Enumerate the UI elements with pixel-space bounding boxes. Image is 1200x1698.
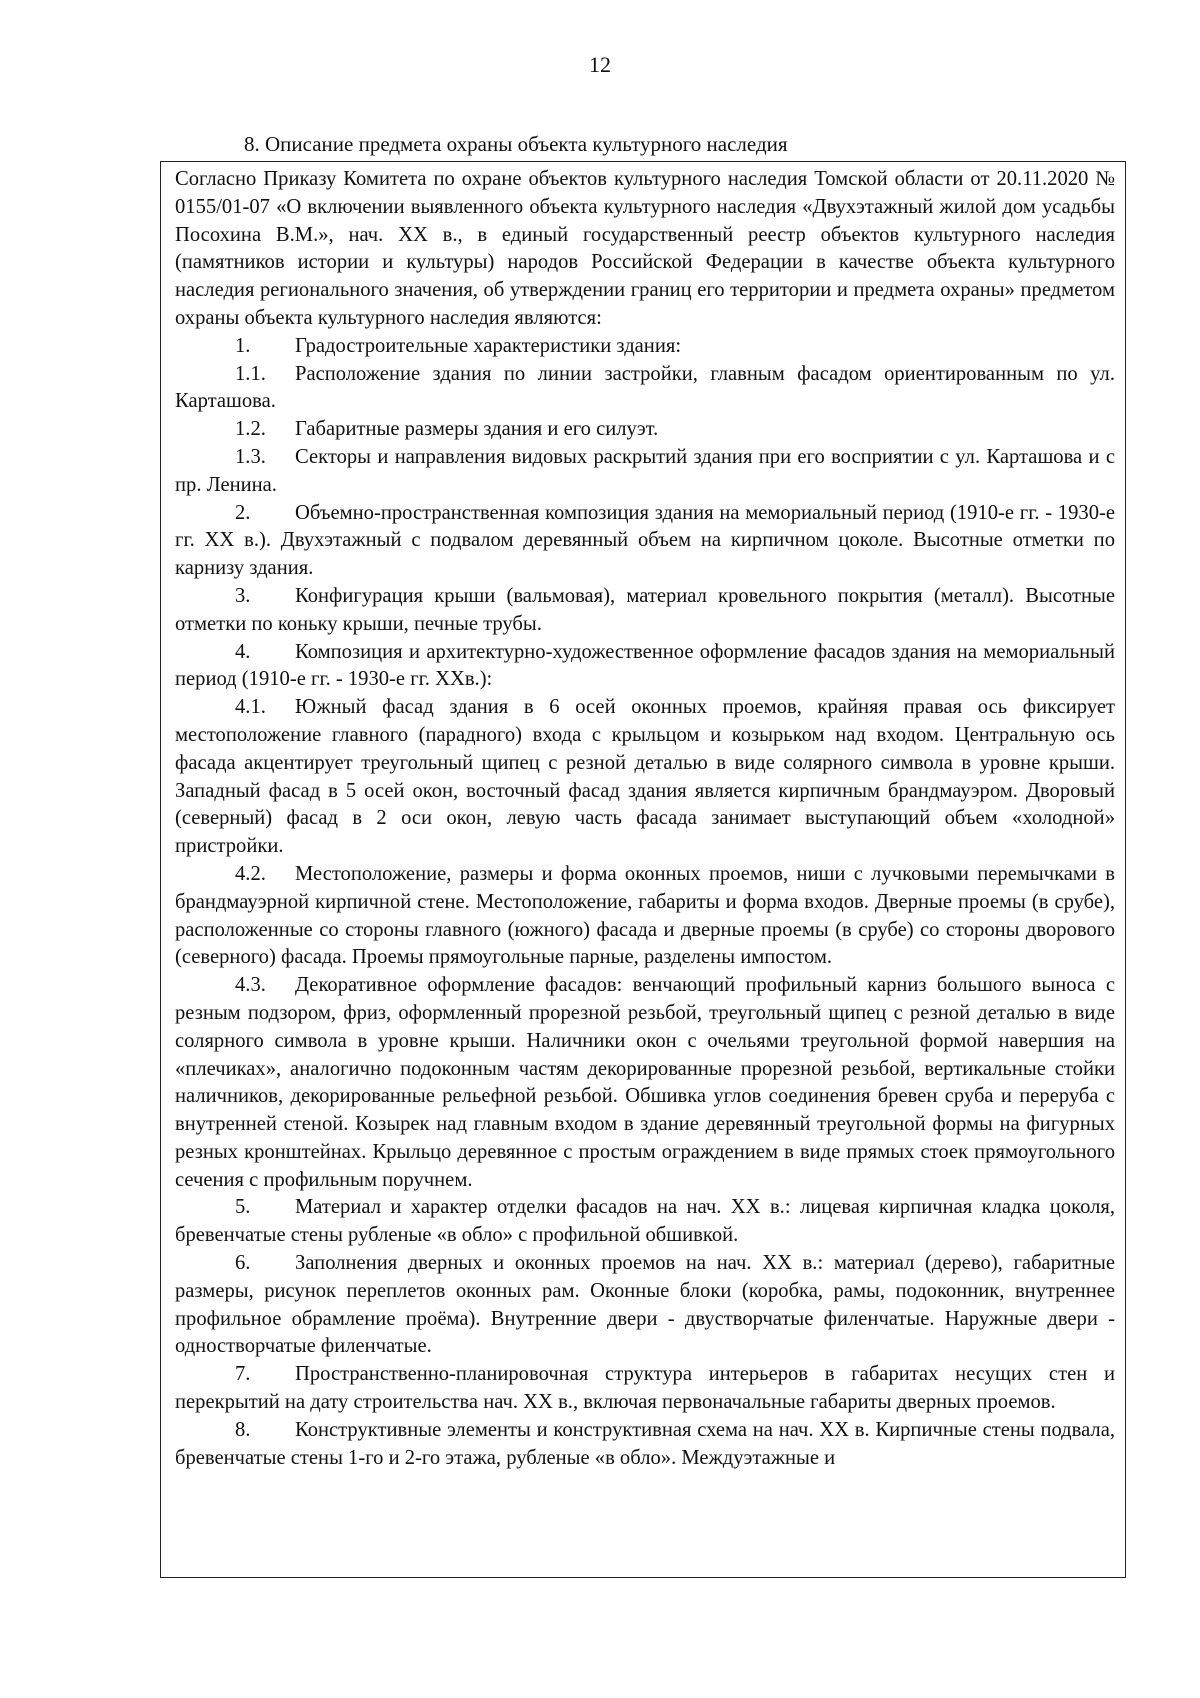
- item-number: 4.1.: [235, 696, 266, 719]
- list-item: [175, 1417, 1115, 1473]
- item-text: Материал и характер отделки фасадов на нач. XX в.: лицевая кирпичная кладка цоколя, бревенчатые стены рубленые «в обло» с профильной обшивкой.: [175, 1196, 1115, 1247]
- item-text: Габаритные размеры здания и его силуэт.: [295, 418, 659, 441]
- item-text: Объемно-пространственная композиция здания на мемориальный период (1910-е гг. - 1930-е гг. XX в.). Двухэтажный с подвалом деревянный объем на кирпичном цоколе. Высотные отметки по карнизу здания.: [175, 501, 1115, 580]
- item-text: Конфигурация крыши (вальмовая), материал кровельного покрытия (металл). Высотные отметки по коньку крыши, печные трубы.: [175, 584, 1115, 635]
- item-text: Южный фасад здания в 6 осей оконных проемов, крайняя правая ось фиксирует местоположение главного (парадного) входа с крыльцом и козырьком над входом. Центральную ось фасада акцентирует треугольный щипец с резной деталью в виде солярного символа в уровне крыши. Западный фасад в 5 осей окон, восточный фасад здания является кирпичным брандмауэром. Дворовый (северный) фасад в 2 оси окон, левую часть фасада занимает выступающий объем «холодной» пристройки.: [175, 696, 1115, 858]
- item-number: 4.3.: [235, 974, 266, 997]
- item-number: 8.: [235, 1418, 251, 1441]
- item-number: 1.1.: [235, 362, 266, 385]
- item-number: 3.: [235, 584, 251, 607]
- item-number: 6.: [235, 1252, 251, 1275]
- list-item: [175, 1194, 1115, 1250]
- item-number: 4.2.: [235, 862, 266, 885]
- list-item: [175, 861, 1115, 972]
- list-item: [175, 694, 1115, 861]
- section-heading: 8. Описание предмета охраны объекта культурного наследия: [244, 132, 788, 156]
- list-item: [175, 361, 1115, 417]
- item-text: Расположение здания по линии застройки, главным фасадом ориентированным по ул. Карташова.: [175, 362, 1115, 413]
- list-item: [175, 639, 1115, 695]
- item-number: 1.3.: [235, 445, 266, 468]
- item-number: 7.: [235, 1363, 251, 1386]
- list-item: [175, 416, 1115, 444]
- item-text: Заполнения дверных и оконных проемов на нач. XX в.: материал (дерево), габаритные размеры, рисунок переплетов оконных рам. Оконные блоки (коробка, рамы, подоконник, внутреннее профильное обрамление проёма). Внутренние двери - двустворчатые филенчатые. Наружные двери - одностворчатые филенчатые.: [175, 1252, 1115, 1358]
- list-item: [175, 333, 1115, 361]
- item-text: Градостроительные характеристики здания:: [295, 334, 682, 357]
- list-item: [175, 1250, 1115, 1361]
- item-number: 1.: [235, 334, 251, 357]
- list-item: [175, 1361, 1115, 1417]
- list-item: [175, 444, 1115, 500]
- item-number: 4.: [235, 640, 251, 663]
- item-number: 2.: [235, 501, 251, 524]
- content-box: [160, 161, 1126, 1578]
- list-item: [175, 583, 1115, 639]
- list-item: [175, 500, 1115, 583]
- item-text: Конструктивные элементы и конструктивная схема на нач. XX в. Кирпичные стены подвала, бревенчатые стены 1-го и 2-го этажа, рубленые «в обло». Междуэтажные и: [175, 1418, 1115, 1469]
- list-item: [175, 972, 1115, 1194]
- item-text: Композиция и архитектурно-художественное оформление фасадов здания на мемориальный период (1910-е гг. - 1930-е гг. XXв.):: [175, 640, 1115, 691]
- item-text: Пространственно-планировочная структура интерьеров в габаритах несущих стен и перекрытий на дату строительства нач. XX в., включая первоначальные габариты дверных проемов.: [175, 1363, 1115, 1414]
- page-number: 12: [589, 52, 611, 77]
- content-text: [175, 166, 1115, 1472]
- item-text: Секторы и направления видовых раскрытий здания при его восприятии с ул. Карташова и с пр. Ленина.: [175, 445, 1115, 496]
- item-text: Местоположение, размеры и форма оконных проемов, ниши с лучковыми перемычками в брандмауэрной кирпичной стене. Местоположение, габариты и форма входов. Дверные проемы (в срубе), расположенные со стороны главного (южного) фасада и дверные проемы (в срубе) со стороны дворового (северного) фасада. Проемы прямоугольные парные, разделены импостом.: [175, 862, 1115, 969]
- item-number: 5.: [235, 1196, 251, 1219]
- item-text: Декоративное оформление фасадов: венчающий профильный карниз большого выноса с резным подзором, фриз, оформленный прорезной резьбой, треугольный щипец с резной деталью в виде солярного символа в уровне крыши. Наличники окон с очельями треугольной формой навершия на «плечиках», аналогично подоконным частям декорированные прорезной резьбой, вертикальные стойки наличников, декорированные рельефной резьбой. Обшивка углов соединения бревен сруба и переруба с внутренней стеной. Козырек над главным входом в здание деревянный треугольной формы на фигурных резных кронштейнах. Крыльцо деревянное с простым ограждением в виде прямых стоек прямоугольного сечения с профильным поручнем.: [175, 974, 1115, 1191]
- intro-paragraph: Согласно Приказу Комитета по охране объектов культурного наследия Томской области от 20.11.2020 № 0155/01-07 «О включении выявленного объекта культурного наследия «Двухэтажный жилой дом усадьбы Посохина В.М.», нач. XX в., в единый государственный реестр объектов культурного наследия (памятников истории и культуры) народов Российской Федерации в качестве объекта культурного наследия регионального значения, об утверждении границ его территории и предмета охраны» предметом охраны объекта культурного наследия являются:: [175, 168, 1115, 329]
- item-number: 1.2.: [235, 418, 266, 441]
